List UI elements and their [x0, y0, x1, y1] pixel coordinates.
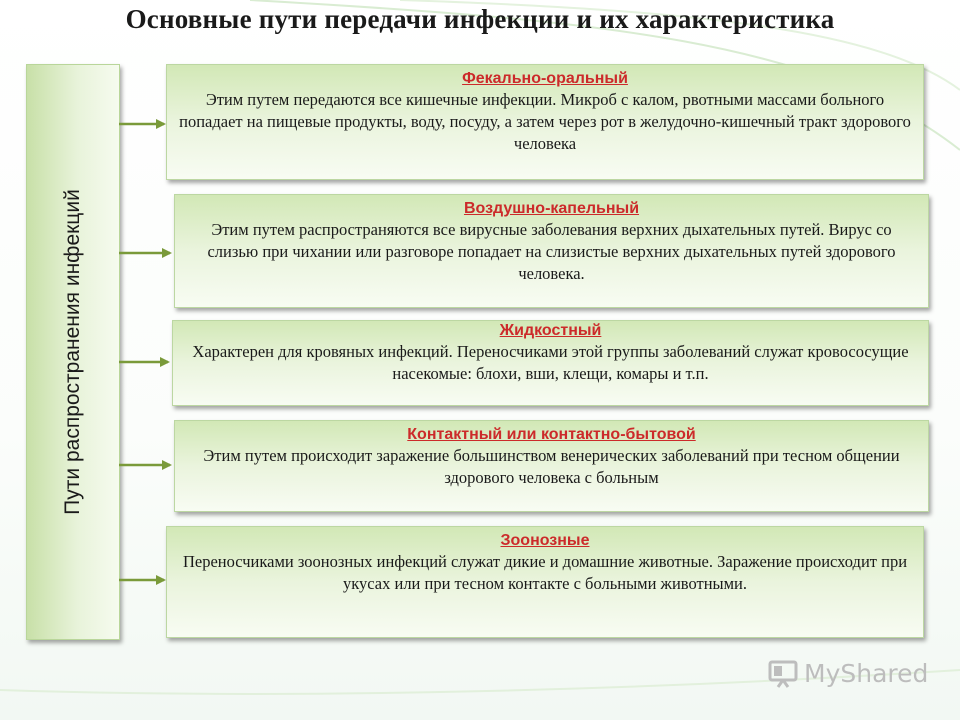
presentation-board-icon: [766, 658, 800, 688]
infection-routes-category-box: [26, 64, 120, 640]
route-card-airborne: [174, 194, 929, 308]
route-title: Жидкостный: [499, 322, 602, 339]
watermark: [766, 656, 928, 690]
route-card-zoonotic: [166, 526, 924, 638]
route-description: Этим путем передаются все кишечные инфекции. Микроб с калом, рвотными массами больного попадает на пищевые продукты, воду, посуду, а затем через рот в желудочно-кишечный тракт здорового человека: [179, 90, 911, 153]
route-card-liquid: [172, 320, 929, 406]
route-description: Этим путем происходит заражение большинством венерических заболеваний при тесном общении здорового человека с больным: [203, 446, 900, 487]
route-description: Характерен для кровяных инфекций. Переносчиками этой группы заболеваний служат кровососущие насекомые: блохи, вши, клещи, комары и т.п.: [192, 342, 909, 383]
route-title: Контактный или контактно-бытовой: [407, 426, 696, 443]
watermark-text: MyShared: [804, 658, 929, 688]
page-title: Основные пути передачи инфекции и их характеристика: [125, 4, 835, 34]
route-title: Зоонозные: [500, 532, 590, 549]
route-title: Воздушно-капельный: [463, 200, 640, 217]
route-description: Переносчиками зоонозных инфекций служат дикие и домашние животные. Заражение происходит при укусах или при тесном контакте с больными животными.: [182, 552, 908, 593]
route-title: Фекально-оральный: [462, 70, 628, 87]
route-card-contact: [174, 420, 929, 512]
route-card-fecal-oral: [166, 64, 924, 180]
category-label: Пути распространения инфекций: [61, 189, 84, 515]
route-description: Этим путем распространяются все вирусные заболевания верхних дыхательных путей. Вирус со слизью при чихании или разговоре попадает на слизистые верхних дыхательных путей здорового человека.: [207, 220, 896, 283]
